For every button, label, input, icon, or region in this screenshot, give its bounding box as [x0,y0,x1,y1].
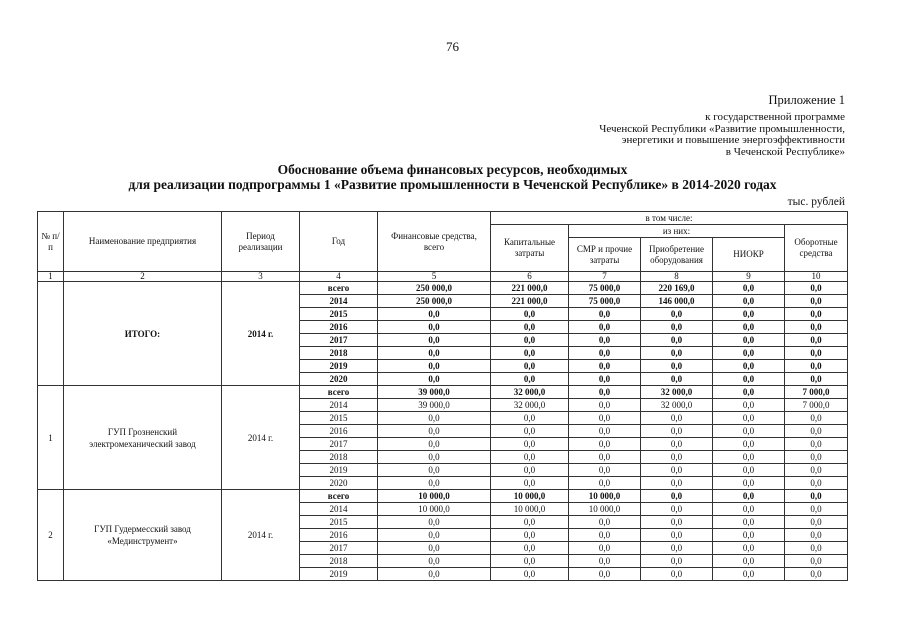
value-working: 0,0 [785,334,848,347]
finance-table [37,211,848,581]
value-total: 0,0 [378,555,491,568]
value-equipment: 146 000,0 [641,295,713,308]
column-number: 5 [378,272,491,282]
header-working: Оборотные средства [785,225,848,272]
year-cell: 2015 [300,412,378,425]
value-smr: 0,0 [569,568,641,581]
year-cell: всего [300,386,378,399]
value-capital: 32 000,0 [491,386,569,399]
value-working: 0,0 [785,503,848,516]
value-equipment: 0,0 [641,477,713,490]
value-working: 0,0 [785,425,848,438]
value-working: 0,0 [785,360,848,373]
year-cell: 2016 [300,321,378,334]
value-equipment: 0,0 [641,438,713,451]
group-name: ГУП Гудермесский завод «Мединструмент» [64,490,222,581]
value-capital: 0,0 [491,360,569,373]
value-total: 39 000,0 [378,399,491,412]
column-number: 8 [641,272,713,282]
value-working: 0,0 [785,477,848,490]
value-niokr: 0,0 [713,373,785,386]
value-total: 0,0 [378,347,491,360]
year-cell: 2020 [300,477,378,490]
value-niokr: 0,0 [713,568,785,581]
group-no: 2 [38,490,64,581]
value-capital: 0,0 [491,438,569,451]
table-row [38,490,848,503]
value-capital: 0,0 [491,451,569,464]
value-total: 0,0 [378,464,491,477]
group-no: 1 [38,386,64,490]
value-equipment: 0,0 [641,503,713,516]
value-smr: 0,0 [569,412,641,425]
value-niokr: 0,0 [713,425,785,438]
appendix-line: в Чеченской Республике» [725,145,845,158]
header-smr: СМР и прочие затраты [569,238,641,272]
value-working: 0,0 [785,451,848,464]
year-cell: всего [300,282,378,295]
value-smr: 10 000,0 [569,490,641,503]
year-cell: 2019 [300,360,378,373]
value-working: 0,0 [785,490,848,503]
value-total: 250 000,0 [378,282,491,295]
year-cell: 2015 [300,308,378,321]
value-smr: 0,0 [569,477,641,490]
value-capital: 0,0 [491,555,569,568]
value-niokr: 0,0 [713,477,785,490]
year-cell: 2020 [300,373,378,386]
year-cell: всего [300,490,378,503]
value-working: 0,0 [785,542,848,555]
value-equipment: 0,0 [641,542,713,555]
group-period: 2014 г. [222,282,300,386]
column-number: 1 [38,272,64,282]
year-cell: 2017 [300,334,378,347]
value-total: 0,0 [378,425,491,438]
header-including: в том числе: [491,212,848,225]
value-capital: 32 000,0 [491,399,569,412]
value-total: 0,0 [378,438,491,451]
group-no [38,282,64,386]
year-cell: 2014 [300,295,378,308]
value-total: 0,0 [378,516,491,529]
value-niokr: 0,0 [713,399,785,412]
value-equipment: 0,0 [641,529,713,542]
value-total: 0,0 [378,568,491,581]
value-niokr: 0,0 [713,412,785,425]
value-capital: 0,0 [491,334,569,347]
year-cell: 2018 [300,555,378,568]
appendix-line: к государственной программе [705,111,845,123]
value-working: 0,0 [785,555,848,568]
value-smr: 0,0 [569,373,641,386]
value-total: 10 000,0 [378,490,491,503]
column-number: 4 [300,272,378,282]
value-working: 0,0 [785,568,848,581]
value-working: 0,0 [785,529,848,542]
value-capital: 0,0 [491,568,569,581]
value-smr: 0,0 [569,529,641,542]
value-total: 0,0 [378,334,491,347]
column-number: 3 [222,272,300,282]
value-smr: 0,0 [569,321,641,334]
header-period: Период реализации [222,212,300,272]
value-smr: 0,0 [569,308,641,321]
value-working: 0,0 [785,438,848,451]
value-smr: 0,0 [569,347,641,360]
column-number: 9 [713,272,785,282]
header-year: Год [300,212,378,272]
group-name: ГУП Грозненский электромеханический завод [64,386,222,490]
value-equipment: 0,0 [641,360,713,373]
value-smr: 75 000,0 [569,295,641,308]
value-equipment: 0,0 [641,347,713,360]
value-niokr: 0,0 [713,334,785,347]
value-total: 0,0 [378,412,491,425]
value-working: 0,0 [785,516,848,529]
value-total: 0,0 [378,542,491,555]
value-smr: 0,0 [569,542,641,555]
year-cell: 2018 [300,451,378,464]
value-niokr: 0,0 [713,308,785,321]
value-total: 0,0 [378,529,491,542]
value-working: 0,0 [785,373,848,386]
header-total: Финансовые средства, всего [378,212,491,272]
value-smr: 0,0 [569,438,641,451]
value-niokr: 0,0 [713,490,785,503]
value-equipment: 32 000,0 [641,399,713,412]
value-capital: 0,0 [491,542,569,555]
value-capital: 0,0 [491,425,569,438]
value-total: 0,0 [378,308,491,321]
value-smr: 0,0 [569,399,641,412]
value-niokr: 0,0 [713,347,785,360]
value-equipment: 0,0 [641,412,713,425]
value-equipment: 220 169,0 [641,282,713,295]
value-total: 39 000,0 [378,386,491,399]
column-number: 7 [569,272,641,282]
value-equipment: 0,0 [641,321,713,334]
value-capital: 0,0 [491,516,569,529]
year-cell: 2015 [300,516,378,529]
value-smr: 0,0 [569,360,641,373]
value-capital: 10 000,0 [491,503,569,516]
value-niokr: 0,0 [713,451,785,464]
table-row [38,282,848,295]
value-capital: 0,0 [491,308,569,321]
appendix-line: Чеченской Республики «Развитие промышленности, [599,122,845,135]
value-total: 0,0 [378,451,491,464]
header-no: № п/п [38,212,64,272]
value-equipment: 0,0 [641,308,713,321]
value-working: 0,0 [785,347,848,360]
value-niokr: 0,0 [713,295,785,308]
value-capital: 0,0 [491,464,569,477]
value-total: 0,0 [378,477,491,490]
value-working: 0,0 [785,412,848,425]
value-equipment: 0,0 [641,555,713,568]
value-smr: 10 000,0 [569,503,641,516]
value-smr: 0,0 [569,555,641,568]
year-cell: 2019 [300,464,378,477]
value-equipment: 32 000,0 [641,386,713,399]
value-smr: 0,0 [569,386,641,399]
value-niokr: 0,0 [713,529,785,542]
table-row [38,386,848,399]
appendix-reference [525,112,845,158]
value-working: 0,0 [785,308,848,321]
value-niokr: 0,0 [713,438,785,451]
value-niokr: 0,0 [713,555,785,568]
value-total: 10 000,0 [378,503,491,516]
header-name: Наименование предприятия [64,212,222,272]
value-smr: 0,0 [569,334,641,347]
year-cell: 2016 [300,529,378,542]
value-equipment: 0,0 [641,451,713,464]
value-capital: 0,0 [491,373,569,386]
year-cell: 2014 [300,399,378,412]
value-total: 0,0 [378,321,491,334]
value-working: 0,0 [785,295,848,308]
document-title-line: Обоснование объема финансовых ресурсов, необходимых [277,162,628,177]
value-total: 250 000,0 [378,295,491,308]
value-working: 0,0 [785,464,848,477]
header-of-which: из них: [569,225,785,238]
value-capital: 221 000,0 [491,295,569,308]
value-capital: 10 000,0 [491,490,569,503]
appendix-title: Приложение 1 [768,93,845,107]
appendix-line: энергетики и повышение энергоэффективности [621,134,845,146]
value-equipment: 0,0 [641,464,713,477]
value-smr: 0,0 [569,425,641,438]
value-capital: 0,0 [491,412,569,425]
value-capital: 0,0 [491,477,569,490]
value-niokr: 0,0 [713,360,785,373]
year-cell: 2016 [300,425,378,438]
value-equipment: 0,0 [641,334,713,347]
value-niokr: 0,0 [713,542,785,555]
value-smr: 0,0 [569,464,641,477]
header-niokr: НИОКР [713,238,785,272]
year-cell: 2014 [300,503,378,516]
header-equipment: Приобретение оборудования [641,238,713,272]
value-capital: 0,0 [491,529,569,542]
year-cell: 2017 [300,542,378,555]
value-working: 0,0 [785,282,848,295]
value-smr: 75 000,0 [569,282,641,295]
value-working: 0,0 [785,321,848,334]
header-capital: Капитальные затраты [491,225,569,272]
value-capital: 0,0 [491,321,569,334]
page-number: 76 [446,39,459,54]
value-equipment: 0,0 [641,425,713,438]
value-niokr: 0,0 [713,282,785,295]
value-niokr: 0,0 [713,464,785,477]
group-name: ИТОГО: [64,282,222,386]
value-equipment: 0,0 [641,568,713,581]
value-capital: 0,0 [491,347,569,360]
value-equipment: 0,0 [641,516,713,529]
column-number: 10 [785,272,848,282]
value-niokr: 0,0 [713,321,785,334]
value-smr: 0,0 [569,516,641,529]
value-working: 7 000,0 [785,399,848,412]
column-number: 6 [491,272,569,282]
value-equipment: 0,0 [641,373,713,386]
group-period: 2014 г. [222,490,300,581]
value-capital: 221 000,0 [491,282,569,295]
year-cell: 2017 [300,438,378,451]
value-total: 0,0 [378,360,491,373]
value-niokr: 0,0 [713,386,785,399]
value-smr: 0,0 [569,451,641,464]
document-title [0,162,905,192]
units-label: тыс. рублей [787,196,845,208]
value-niokr: 0,0 [713,503,785,516]
value-total: 0,0 [378,373,491,386]
year-cell: 2018 [300,347,378,360]
group-period: 2014 г. [222,386,300,490]
document-title-line: для реализации подпрограммы 1 «Развитие промышленности в Чеченской Республике» в 2014-2020 годах [128,177,777,192]
year-cell: 2019 [300,568,378,581]
value-equipment: 0,0 [641,490,713,503]
value-niokr: 0,0 [713,516,785,529]
column-number: 2 [64,272,222,282]
value-working: 7 000,0 [785,386,848,399]
